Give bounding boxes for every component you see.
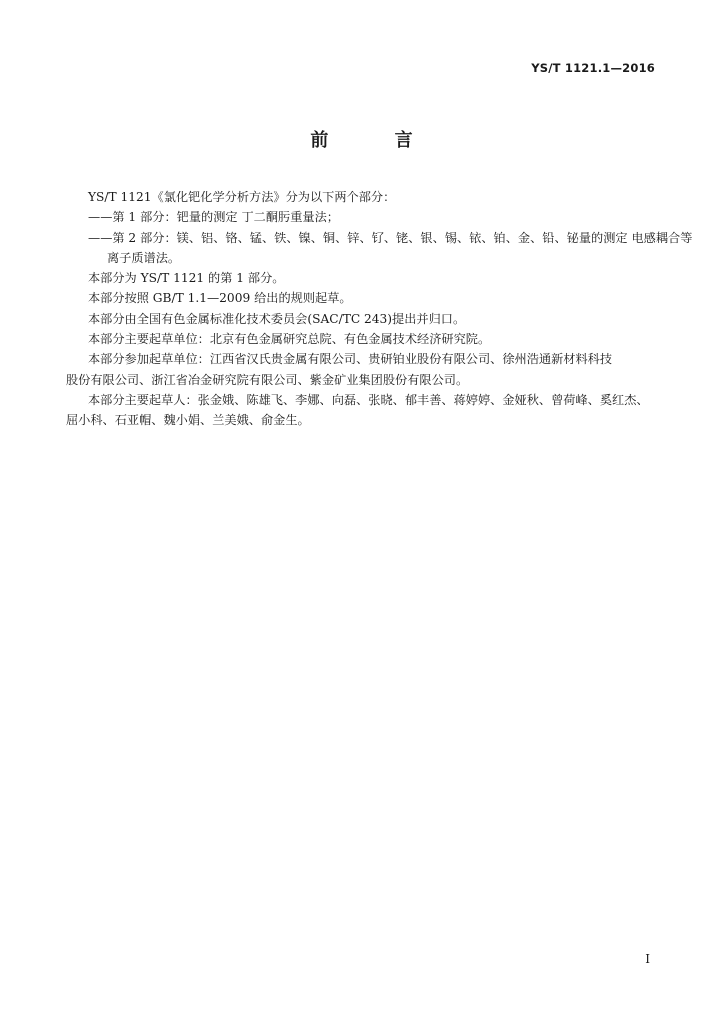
paragraph-main-drafters: 本部分主要起草单位：北京有色金属研究总院、有色金属技术经济研究院。 [88,332,491,347]
paragraph-drafters-cont: 屈小科、石亚帽、魏小娟、兰美娥、俞金生。 [66,413,310,428]
paragraph-proposer: 本部分由全国有色金属标准化技术委员会(SAC/TC 243)提出并归口。 [88,311,466,326]
paragraph-intro: YS/T 1121《氯化钯化学分析方法》分为以下两个部分： [88,190,396,204]
list-item-part-2: ——第 2 部分：镁、铝、铬、锰、铁、镍、铜、锌、钌、铑、银、锡、铱、铂、金、铅、铋量的测定 电感耦合等 [88,230,693,245]
list-item-part-1: ——第 1 部分：钯量的测定 丁二酮肟重量法； [88,210,339,225]
paragraph-participating-cont: 股份有限公司、浙江省冶金研究院有限公司、紫金矿业集团股份有限公司。 [66,372,469,387]
page-title: 前 言 [310,130,443,151]
foreword-body [66,187,693,431]
paragraph-part-statement: 本部分为 YS/T 1121 的第 1 部分。 [88,271,285,286]
paragraph-drafters: 本部分主要起草人：张金娥、陈雄飞、李娜、向磊、张晓、郁丰善、蒋婷婷、金娅秋、曾荷峰、奚红杰、 [88,392,649,407]
paragraph-participating: 本部分参加起草单位：江西省汉氏贵金属有限公司、贵研铂业股份有限公司、徐州浩通新材料科技 [88,352,613,367]
standard-number: YS/T 1121.1—2016 [531,61,655,75]
paragraph-drafting-rules: 本部分按照 GB/T 1.1—2009 给出的规则起草。 [88,291,352,306]
page-number: I [645,952,650,966]
list-item-part-2-cont: 离子质谱法。 [107,250,181,265]
